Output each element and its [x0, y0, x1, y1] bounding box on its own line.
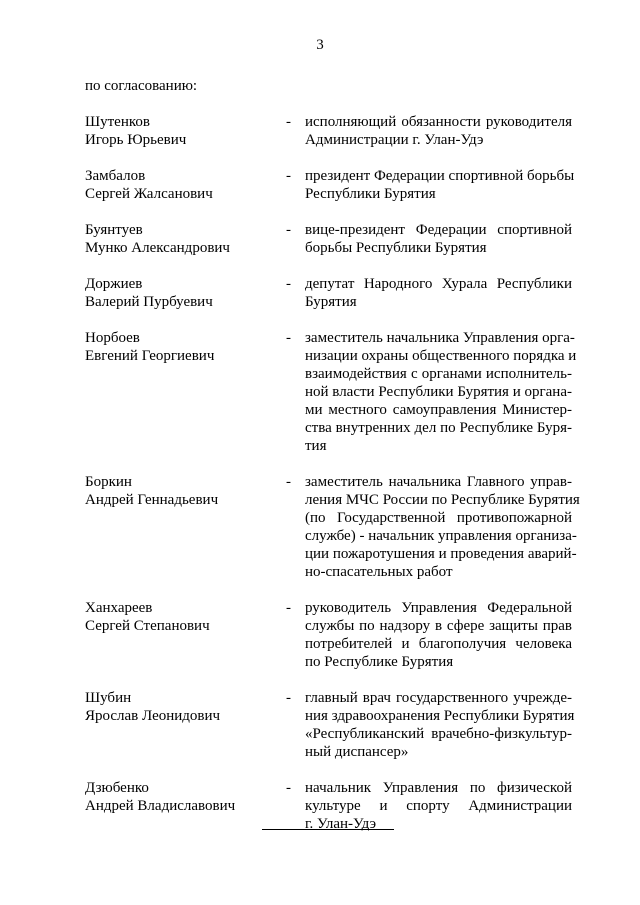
member-role-line: ления МЧС России по Республике Бурятия — [305, 492, 580, 508]
footer-divider — [262, 829, 394, 830]
member-role — [305, 113, 572, 149]
member-name — [85, 779, 280, 815]
member-role-line: руководитель Управления Федеральной — [305, 600, 572, 616]
member-role — [305, 689, 575, 761]
member-entry — [85, 599, 575, 671]
member-given-names: Игорь Юрьевич — [85, 132, 187, 148]
member-separator: - — [286, 690, 291, 706]
member-role — [305, 275, 572, 311]
page-number: 3 — [316, 37, 324, 53]
member-role — [305, 167, 575, 203]
member-role-line: по Республике Бурятия — [305, 654, 454, 670]
member-given-names: Валерий Пурбуевич — [85, 294, 213, 310]
member-given-names: Сергей Жалсанович — [85, 186, 213, 202]
member-entry — [85, 113, 575, 149]
member-role-line: культуре и спорту Администрации — [305, 798, 572, 814]
member-role-line: г. Улан-Удэ — [305, 816, 377, 832]
member-surname: Шутенков — [85, 114, 150, 130]
member-separator: - — [286, 330, 291, 346]
member-role-line: ной власти Республики Бурятия и органа- — [305, 384, 572, 400]
member-role — [305, 779, 572, 833]
member-surname: Буянтуев — [85, 222, 143, 238]
member-role-line: заместитель начальника Управления орга- — [305, 330, 575, 346]
member-role-line: «Республиканский врачебно-физкультур- — [305, 726, 572, 742]
member-name — [85, 473, 280, 509]
member-given-names: Андрей Геннадьевич — [85, 492, 219, 508]
member-name — [85, 275, 280, 311]
member-given-names: Андрей Владиславович — [85, 798, 236, 814]
member-given-names: Мунко Александрович — [85, 240, 230, 256]
member-surname: Дзюбенко — [85, 780, 149, 796]
member-entry — [85, 473, 580, 581]
member-surname: Норбоев — [85, 330, 140, 346]
member-separator: - — [286, 780, 291, 796]
member-name — [85, 329, 280, 365]
member-role-line: борьбы Республики Бурятия — [305, 240, 487, 256]
member-separator: - — [286, 168, 291, 184]
member-list — [85, 113, 580, 851]
member-role — [305, 221, 572, 257]
member-role-line: взаимодействия с органами исполнитель- — [305, 366, 572, 382]
intro-text: по согласованию: — [85, 78, 198, 94]
member-given-names: Сергей Степанович — [85, 618, 210, 634]
member-role-line: ства внутренних дел по Республике Буря- — [305, 420, 572, 436]
member-role-line: Бурятия — [305, 294, 357, 310]
member-role-line: ния здравоохранения Республики Бурятия — [305, 708, 575, 724]
member-role-line: исполняющий обязанности руководителя — [305, 114, 572, 130]
member-entry — [85, 779, 575, 833]
member-role-line: ции пожаротушения и проведения аварий- — [305, 546, 577, 562]
member-role-line: Республики Бурятия — [305, 186, 436, 202]
member-separator: - — [286, 222, 291, 238]
member-role-line: (по Государственной противопожарной — [305, 510, 572, 526]
member-surname: Замбалов — [85, 168, 146, 184]
member-entry — [85, 167, 575, 203]
member-given-names: Ярослав Леонидович — [85, 708, 221, 724]
member-role-line: ный диспансер» — [305, 744, 409, 760]
member-name — [85, 167, 280, 203]
member-surname: Боркин — [85, 474, 132, 490]
member-surname: Шубин — [85, 690, 132, 706]
member-entry — [85, 329, 575, 455]
member-name — [85, 113, 280, 149]
member-role-line: заместитель начальника Главного управ- — [305, 474, 572, 490]
member-separator: - — [286, 114, 291, 130]
member-role-line: низации охраны общественного порядка и — [305, 348, 577, 364]
member-entry — [85, 221, 575, 257]
member-role-line: потребителей и благополучия человека — [305, 636, 572, 652]
member-role-line: Администрации г. Улан-Удэ — [305, 132, 484, 148]
member-surname: Доржиев — [85, 276, 143, 292]
member-role-line: тия — [305, 438, 327, 454]
member-name — [85, 221, 280, 257]
member-entry — [85, 689, 575, 761]
member-role-line: президент Федерации спортивной борьбы — [305, 168, 575, 184]
member-role-line: службы по надзору в сфере защиты прав — [305, 618, 572, 634]
member-role — [305, 329, 577, 455]
member-role-line: но-спасательных работ — [305, 564, 453, 580]
member-role-line: депутат Народного Хурала Республики — [305, 276, 572, 292]
member-role-line: службе) - начальник управления организа- — [305, 528, 577, 544]
member-role-line: ми местного самоуправления Министер- — [305, 402, 572, 418]
member-given-names: Евгений Георгиевич — [85, 348, 215, 364]
member-name — [85, 599, 280, 635]
member-role-line: главный врач государственного учрежде- — [305, 690, 572, 706]
member-separator: - — [286, 600, 291, 616]
member-role — [305, 473, 580, 581]
member-surname: Ханхареев — [85, 600, 153, 616]
member-separator: - — [286, 474, 291, 490]
member-entry — [85, 275, 575, 311]
member-name — [85, 689, 280, 725]
member-role-line: вице-президент Федерации спортивной — [305, 222, 572, 238]
member-role-line: начальник Управления по физической — [305, 780, 572, 796]
member-separator: - — [286, 276, 291, 292]
member-role — [305, 599, 572, 671]
